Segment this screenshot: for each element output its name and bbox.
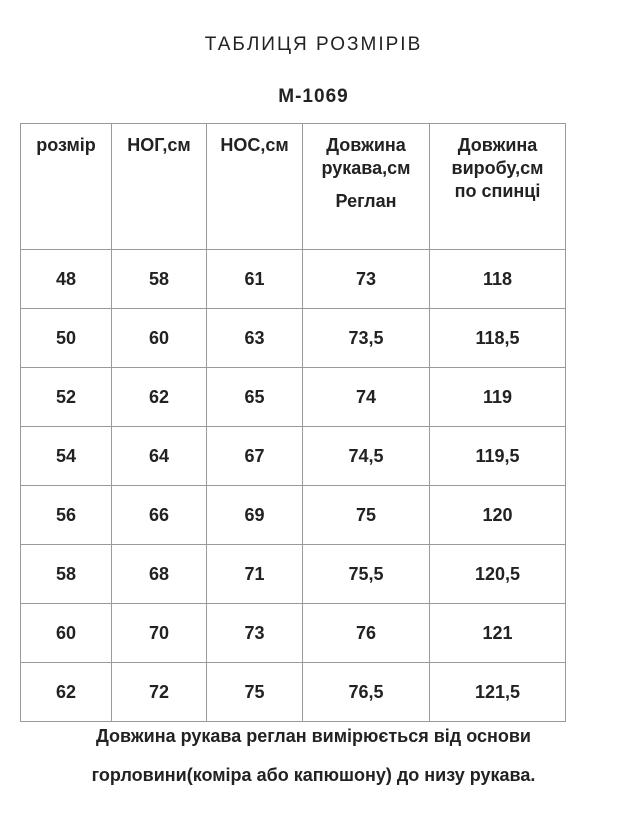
table-cell: 67 — [207, 427, 303, 486]
table-cell: 62 — [21, 663, 112, 722]
table-cell: 68 — [112, 545, 207, 604]
header-size — [21, 124, 112, 250]
table-cell: 58 — [112, 250, 207, 309]
table-cell: 73 — [207, 604, 303, 663]
table-cell: 65 — [207, 368, 303, 427]
model-code: М-1069 — [278, 86, 349, 107]
table-cell: 74,5 — [303, 427, 430, 486]
table-cell: 60 — [112, 309, 207, 368]
table-row — [21, 368, 566, 427]
header-label: розмір — [36, 135, 96, 155]
table-cell: 118 — [430, 250, 566, 309]
table-cell: 54 — [21, 427, 112, 486]
header-chest-girth — [207, 124, 303, 250]
table-cell: 120,5 — [430, 545, 566, 604]
table-cell: 120 — [430, 486, 566, 545]
table-row — [21, 250, 566, 309]
header-label: рукава,см — [321, 158, 411, 178]
table-cell: 58 — [21, 545, 112, 604]
header-label: НОС,см — [220, 135, 289, 155]
table-cell: 119 — [430, 368, 566, 427]
table-cell: 119,5 — [430, 427, 566, 486]
table-cell: 121 — [430, 604, 566, 663]
table-cell: 50 — [21, 309, 112, 368]
table-cell: 76,5 — [303, 663, 430, 722]
table-cell: 52 — [21, 368, 112, 427]
table-cell: 72 — [112, 663, 207, 722]
table-row — [21, 309, 566, 368]
measurement-note: Довжина рукава реглан вимірюється від основи — [96, 726, 531, 746]
table-row — [21, 427, 566, 486]
table-header-row — [21, 124, 566, 250]
table-cell: 73,5 — [303, 309, 430, 368]
header-garment-length — [430, 124, 566, 250]
table-cell: 75,5 — [303, 545, 430, 604]
table-cell: 73 — [303, 250, 430, 309]
table-cell: 61 — [207, 250, 303, 309]
table-row — [21, 486, 566, 545]
header-label: Довжина — [326, 135, 406, 155]
table-cell: 118,5 — [430, 309, 566, 368]
table-cell: 66 — [112, 486, 207, 545]
table-cell: 75 — [303, 486, 430, 545]
table-cell: 76 — [303, 604, 430, 663]
header-label: Довжина — [457, 135, 538, 155]
header-hip-girth — [112, 124, 207, 250]
table-cell: 60 — [21, 604, 112, 663]
table-row — [21, 545, 566, 604]
header-sleeve-length — [303, 124, 430, 250]
header-label: НОГ,см — [127, 135, 191, 155]
table-cell: 64 — [112, 427, 207, 486]
header-label: виробу,см — [451, 158, 544, 178]
table-cell: 62 — [112, 368, 207, 427]
header-label: по спинці — [454, 181, 541, 201]
table-row — [21, 604, 566, 663]
table-cell: 69 — [207, 486, 303, 545]
table-cell: 71 — [207, 545, 303, 604]
table-row — [21, 663, 566, 722]
table-cell: 56 — [21, 486, 112, 545]
table-cell: 70 — [112, 604, 207, 663]
table-cell: 74 — [303, 368, 430, 427]
header-label: Реглан — [335, 191, 397, 211]
table-cell: 75 — [207, 663, 303, 722]
table-cell: 48 — [21, 250, 112, 309]
size-table — [20, 123, 566, 722]
measurement-note: горловини(коміра або капюшону) до низу рукава. — [91, 765, 536, 785]
page-title: ТАБЛИЦЯ РОЗМІРІВ — [204, 34, 423, 55]
table-cell: 121,5 — [430, 663, 566, 722]
table-cell: 63 — [207, 309, 303, 368]
